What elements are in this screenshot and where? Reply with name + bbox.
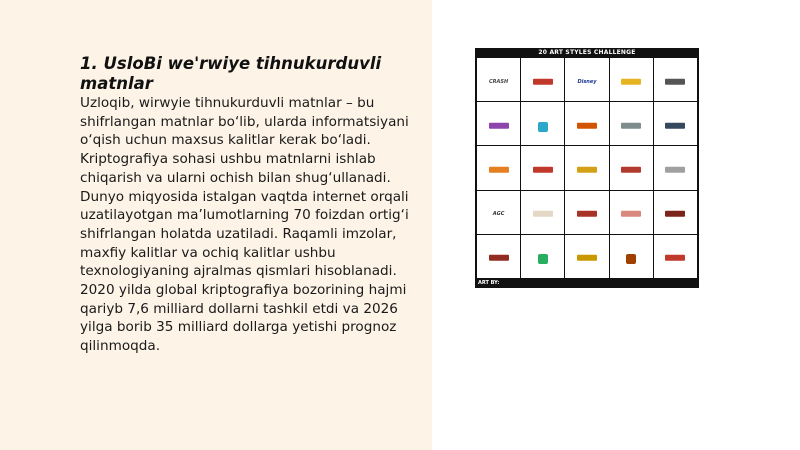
poster-cell xyxy=(477,191,520,234)
poster-logo-mark xyxy=(489,123,509,129)
poster-cell xyxy=(521,191,564,234)
poster-cell xyxy=(521,58,564,101)
poster-cell xyxy=(565,146,608,189)
poster-cell xyxy=(477,58,520,101)
poster-cell xyxy=(610,58,653,101)
poster-logo-mark xyxy=(621,211,641,217)
poster-logo-mark xyxy=(665,255,685,261)
poster-logo-mark xyxy=(665,167,685,173)
poster-cell xyxy=(654,102,697,145)
poster-logo-mark xyxy=(533,78,553,84)
poster-cell xyxy=(565,235,608,278)
poster-cell xyxy=(521,102,564,145)
poster-logo-text: CRASH xyxy=(489,78,509,85)
poster-cell xyxy=(477,102,520,145)
poster-logo-mark xyxy=(626,254,636,264)
poster-cell xyxy=(654,191,697,234)
poster-cell xyxy=(610,146,653,189)
slide-body-text: Uzloqib, wirwyie tihnukurduvli matnlar – bu shifrlangan matnlar bo‘lib, ularda informatsiyani o‘qish uchun maxsus kalitlar kerak bo‘ladi. Kriptografiya sohasi ushbu matnlarni ishlab chiqarish va ularni ochish bilan shug‘ullanadi. Dunyo miqyosida istalgan vaqtda internet orqali uzatilayotgan ma’lumotlarning 70 foizdan ortig‘i shifrlangan holatda uzatiladi. Raqamli imzolar, maxfiy kalitlar va ochiq kalitlar ushbu texnologiyaning ajralmas qismlari hisoblanadi. 2020 yilda global kriptografiya bozorining hajmi qariyb 7,6 milliard dollarni tashkil etdi va 2026 yilga borib 35 milliard dollarga yetishi prognoz qilinmoqda. xyxy=(80,95,409,355)
poster-logo-mark xyxy=(577,255,597,261)
art-styles-challenge-image xyxy=(475,48,699,288)
poster-logo-mark xyxy=(621,123,641,129)
poster-logo-mark xyxy=(621,167,641,173)
poster-cell xyxy=(654,235,697,278)
poster-logo-mark xyxy=(665,123,685,129)
poster-logo-text: Disney xyxy=(577,78,597,85)
poster-logo-mark xyxy=(538,254,548,264)
poster-logo-mark xyxy=(577,123,597,129)
poster-logo-mark xyxy=(538,122,548,132)
poster-logo-mark xyxy=(665,211,685,217)
poster-logo-mark xyxy=(665,78,685,84)
poster-cell xyxy=(565,58,608,101)
poster-logo-mark xyxy=(489,255,509,261)
poster-logo-mark xyxy=(533,211,553,217)
poster-logo-mark xyxy=(533,167,553,173)
poster-grid xyxy=(477,58,697,278)
poster-logo-mark xyxy=(577,167,597,173)
poster-title: 20 ART STYLES CHALLENGE xyxy=(538,49,636,56)
poster-cell xyxy=(654,58,697,101)
poster-logo-mark xyxy=(489,167,509,173)
poster-cell xyxy=(521,146,564,189)
poster-logo-mark xyxy=(621,78,641,84)
poster-cell xyxy=(610,235,653,278)
poster-cell xyxy=(610,102,653,145)
poster-cell xyxy=(477,235,520,278)
poster-cell xyxy=(477,146,520,189)
poster-logo-text: AGC xyxy=(492,210,505,217)
poster-logo-mark xyxy=(577,211,597,217)
slide-title: 1. UsloBi we'rwiye tihnukurduvli matnlar xyxy=(80,54,382,93)
poster-footer: ART BY: xyxy=(478,280,500,286)
poster-cell xyxy=(521,235,564,278)
poster-cell xyxy=(565,102,608,145)
poster-cell xyxy=(610,191,653,234)
poster-cell xyxy=(565,191,608,234)
poster-cell xyxy=(654,146,697,189)
